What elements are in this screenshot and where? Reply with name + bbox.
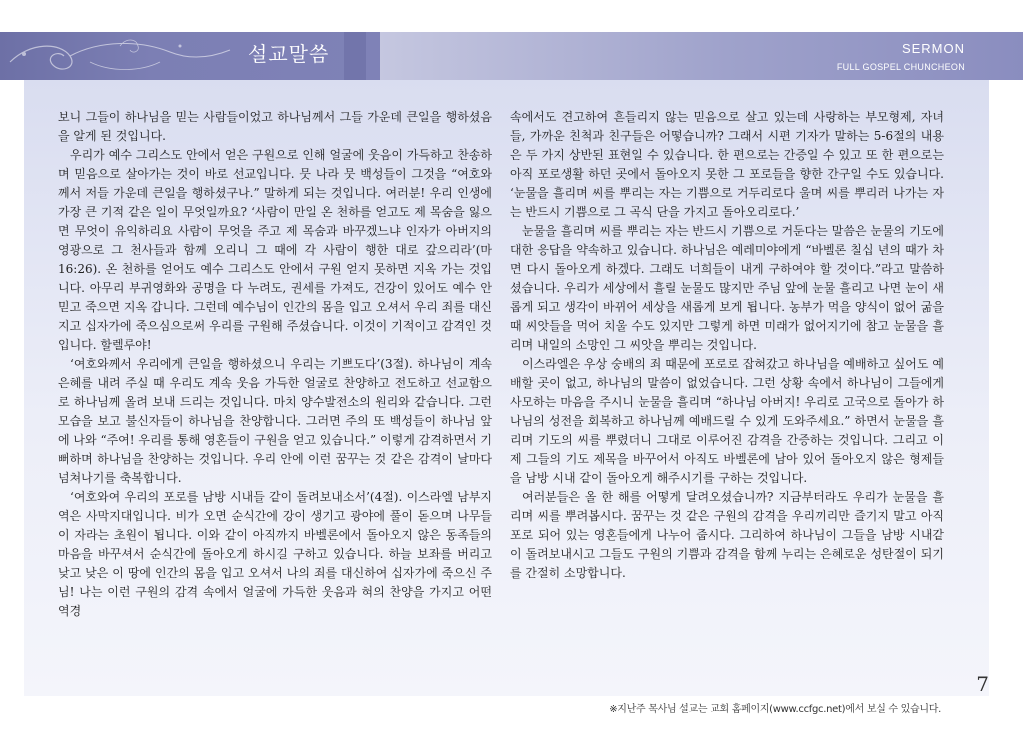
header-divider <box>344 32 366 80</box>
paragraph: 보니 그들이 하나님을 믿는 사람들이었고 하나님께서 그들 가운데 큰일을 행하셨음을 알게 된 것입니다. <box>58 110 492 143</box>
header-band <box>362 32 1023 80</box>
paragraph: 속에서도 견고하여 흔들리지 않는 믿음으로 살고 있는데 사랑하는 부모형제, 자녀들, 가까운 친척과 친구들은 어떻습니까? 그래서 시편 기자가 말하는 5-6절의 내용은 두 가지 상반된 표현일 수 있습니다. 한 편으로는 간증일 수 있고 또 한 편으로는 아직 포로생활 하던 곳에서 돌아오지 못한 그 포로들을 향한 간구일 수도 있습니다. ‘눈물을 흘리며 씨를 뿌리는 자는 기쁨으로 거두리로다 울며 씨를 뿌리러 나가는 자는 반드시 기쁨으로 그 곡식 단을 가지고 돌아오리로다.’ <box>510 110 944 219</box>
page-header <box>0 32 1023 80</box>
ornament-swirl-icon <box>0 32 260 80</box>
page-title: 설교말씀 <box>248 42 330 66</box>
paragraph: 눈물을 흘리며 씨를 뿌리는 자는 반드시 기쁨으로 거둔다는 말씀은 눈물의 기도에 대한 응답을 약속하고 있습니다. 하나님은 예레미야에게 “바벨론 칠십 년의 때가 차면 다시 돌아오게 하겠다. 그래도 너희들이 내게 구하여야 할 것이다.”라고 말씀하셨습니다. 우리가 세상에서 흘릴 눈물도 많지만 주님 앞에 눈물 흘리고 나면 눈이 새롭게 되고 생각이 바뀌어 세상을 새롭게 보게 됩니다. 농부가 먹을 양식이 없어 굶을 때 씨앗들을 먹어 치울 수도 있지만 그렇게 하면 미래가 없어지기에 참고 눈물을 흘리며 내일의 소망인 그 씨앗을 뿌리는 것입니다. <box>510 224 944 352</box>
paragraph: 이스라엘은 우상 숭배의 죄 때문에 포로로 잡혀갔고 하나님을 예배하고 싶어도 예배할 곳이 없고, 하나님의 말씀이 없었습니다. 그런 상황 속에서 하나님이 그들에게 사모하는 마음을 주시니 눈물을 흘리며 “하나님 아버지! 우리로 고국으로 돌아가 하나님의 성전을 회복하고 하나님께 예배드릴 수 있게 도와주세요.” 하면서 눈물을 흘리며 기도의 씨를 뿌렸더니 그대로 이루어진 감격을 간증하는 것입니다. 그리고 이제 그들의 기도 제목을 바꾸어서 아직도 바벨론에 남아 있어 돌아오지 않은 형제들을 남방 시내 같이 돌아오게 해주시기를 구하는 것입니다. <box>510 357 944 485</box>
right-column <box>510 108 944 583</box>
footnote: ※지난주 목사님 설교는 교회 홈페이지(www.ccfgc.net)에서 보실 수 있습니다. <box>609 704 941 715</box>
paragraph: 우리가 예수 그리스도 안에서 얻은 구원으로 인해 얼굴에 웃음이 가득하고 찬송하며 믿음으로 살아가는 것이 바로 선교입니다. 뭇 나라 뭇 백성들이 그것을 “여호와께서 저들 가운데 큰일을 행하셨구나.” 말하게 되는 것입니다. 여러분! 우리 인생에 가장 큰 기적 같은 일이 무엇일까요? ‘사람이 만일 온 천하를 얻고도 제 목숨을 잃으면 무엇이 유익하리요 사람이 무엇을 주고 제 목숨과 바꾸겠느냐 인자가 아버지의 영광으로 그 천사들과 함께 오리니 그 때에 각 사람이 행한 대로 갚으리라’(마 16:26). 온 천하를 얻어도 예수 그리스도 안에서 구원 얻지 못하면 지옥 가는 것입니다. 아무리 부귀영화와 공명을 다 누려도, 권세를 가져도, 건강이 있어도 예수 안 믿고 죽으면 지옥 갑니다. 그런데 예수님이 인간의 몸을 입고 오셔서 우리 죄를 대신 지고 십자가에 죽으심으로써 우리를 구원해 주셨습니다. 이것이 기적이고 감격인 것입니다. 할렐루야! <box>58 148 492 352</box>
paragraph: ‘여호와여 우리의 포로를 남방 시내들 같이 돌려보내소서’(4절). 이스라엘 남부지역은 사막지대입니다. 비가 오면 순식간에 강이 생기고 광야에 풀이 돋으며 나무들이 자라는 초원이 됩니다. 이와 같이 아직까지 바벨론에서 돌아오지 않은 동족들의 마음을 바꾸셔서 순식간에 돌아오게 하시길 구하고 있습니다. 하늘 보좌를 버리고 낮고 낮은 이 땅에 인간의 몸을 입고 오셔서 나의 죄를 대신하여 십자가에 죽으신 주님! 나는 이런 구원의 감격 속에서 얼굴에 가득한 웃음과 혀의 찬양을 가지고 어떤 역경 <box>58 490 492 618</box>
paragraph: ‘여호와께서 우리에게 큰일을 행하셨으니 우리는 기쁘도다’(3절). 하나님이 계속 은혜를 내려 주실 때 우리도 계속 웃음 가득한 얼굴로 찬양하고 전도하고 선교함으로 하나님께 올려 보내 드리는 것입니다. 마치 양수발전소의 원리와 같습니다. 그런 모습을 보고 불신자들이 하나님을 찬양합니다. 그러면 주의 또 백성들이 하나님 앞에 나와 “주여! 우리를 통해 영혼들이 구원을 얻고 있습니다.” 이렇게 감격하면서 기뻐하며 하나님을 찬양하는 것입니다. 우리 안에 이런 꿈꾸는 것 같은 감격이 날마다 넘쳐나기를 축복합니다. <box>58 357 492 485</box>
paragraph: 여러분들은 올 한 해를 어떻게 달려오셨습니까? 지금부터라도 우리가 눈물을 흘리며 씨를 뿌려봅시다. 꿈꾸는 것 같은 구원의 감격을 우리끼리만 즐기지 말고 아직 포로 되어 있는 영혼들에게 나누어 줍시다. 그리하여 하나님이 그들을 남방 시내같이 돌려보내시고 그들도 구원의 기쁨과 감격을 함께 누리는 은혜로운 성탄절이 되기를 간절히 소망합니다. <box>510 490 944 580</box>
church-name: FULL GOSPEL CHUNCHEON <box>836 62 965 72</box>
section-label: SERMON <box>901 41 965 56</box>
left-column <box>58 108 492 621</box>
title-banner <box>0 32 380 80</box>
page-number: 7 <box>976 672 989 696</box>
